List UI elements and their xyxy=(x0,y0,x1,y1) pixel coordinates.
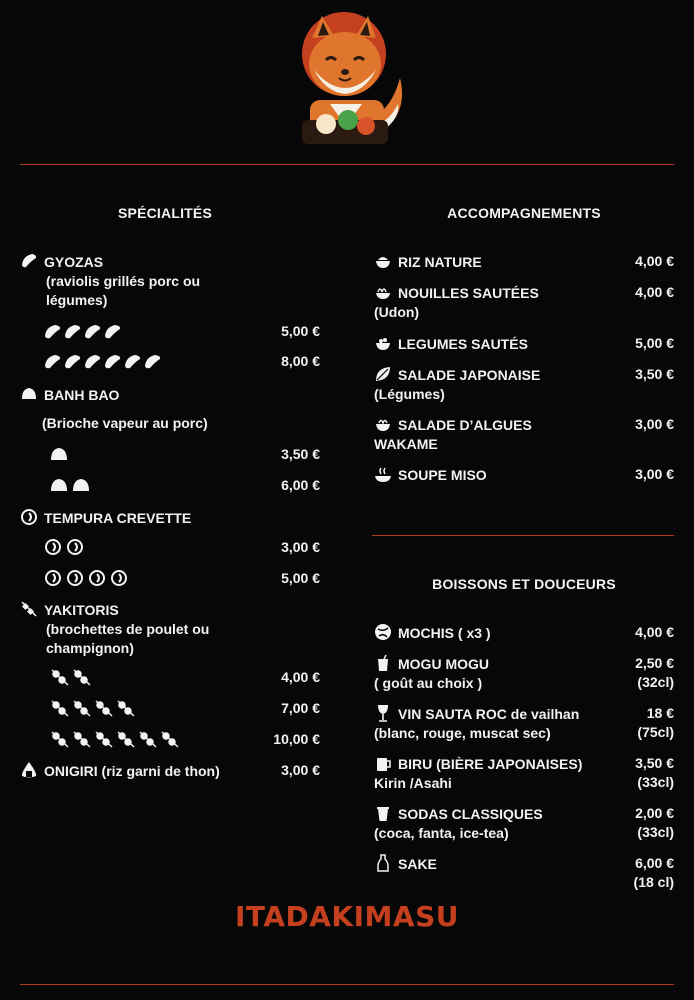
accompagnements-item xyxy=(374,283,674,322)
sake-bottle-icon xyxy=(374,854,392,872)
item-name: SAKE xyxy=(398,856,437,872)
section-title-accompagnements: ACCOMPAGNEMENTS xyxy=(447,205,601,221)
item-volume: (18 cl) xyxy=(633,874,674,890)
item-price: 5,00 € xyxy=(635,335,674,351)
bun-pieces-icon xyxy=(50,445,70,463)
gyozas-option-4 xyxy=(44,322,320,342)
accompagnements-item xyxy=(374,252,674,272)
banhbao-option-2 xyxy=(50,476,320,496)
menu-item-yakitoris xyxy=(20,600,320,658)
boissons-item xyxy=(374,854,674,890)
gyoza-icon xyxy=(20,252,38,270)
yakitoris-name: YAKITORIS xyxy=(44,602,119,618)
item-price: 6,00 € xyxy=(635,855,674,871)
boissons-item xyxy=(374,754,674,793)
item-sub: WAKAME xyxy=(374,436,438,452)
menu-item-banhbao xyxy=(20,385,320,405)
item-name: MOGU MOGU xyxy=(398,656,489,672)
onigiri-icon xyxy=(20,761,38,779)
skewer-pieces-icon xyxy=(50,699,140,717)
tempura-option-2 xyxy=(44,538,320,558)
yakitoris-option-4 xyxy=(50,699,320,719)
yakitoris-price-3: 10,00 € xyxy=(273,731,320,747)
gyoza-pieces-icon xyxy=(44,322,128,340)
item-sub: (blanc, rouge, muscat sec) xyxy=(374,725,551,741)
item-price: 4,00 € xyxy=(635,253,674,269)
specialites-column xyxy=(20,252,320,779)
accompagnements-item xyxy=(374,415,674,454)
mochi-icon xyxy=(374,623,392,641)
item-sub: (Légumes) xyxy=(374,386,445,402)
onigiri-price: 3,00 € xyxy=(281,762,320,778)
gyozas-desc-line2: légumes) xyxy=(46,292,108,308)
yakitoris-option-2 xyxy=(50,668,320,688)
gyoza-pieces-icon xyxy=(44,352,170,370)
tempura-option-4 xyxy=(44,569,320,589)
gyozas-option-6 xyxy=(44,352,320,372)
accompagnements-item xyxy=(374,465,674,485)
item-price: 3,50 € xyxy=(635,755,674,771)
item-price: 3,50 € xyxy=(635,366,674,382)
top-divider xyxy=(20,164,674,165)
yakitoris-price-2: 7,00 € xyxy=(281,700,320,716)
skewer-icon xyxy=(20,600,38,618)
item-price: 4,00 € xyxy=(635,624,674,640)
section-title-boissons: BOISSONS ET DOUCEURS xyxy=(432,576,616,592)
item-volume: (32cl) xyxy=(637,674,674,690)
gyozas-name: GYOZAS xyxy=(44,254,104,270)
item-sub: ( goût au choix ) xyxy=(374,675,483,691)
yakitoris-price-1: 4,00 € xyxy=(281,669,320,685)
boissons-item xyxy=(374,804,674,843)
leaf-icon xyxy=(374,365,392,383)
item-sub: (coca, fanta, ice-tea) xyxy=(374,825,509,841)
bottom-divider xyxy=(20,984,674,985)
item-name: SODAS CLASSIQUES xyxy=(398,806,543,822)
skewer-pieces-icon xyxy=(50,668,96,686)
banhbao-name: BANH BAO xyxy=(44,387,120,403)
wine-glass-icon xyxy=(374,704,392,722)
boissons-item xyxy=(374,704,674,743)
item-name: VIN SAUTA ROC de vailhan xyxy=(398,706,580,722)
tempura-price-1: 3,00 € xyxy=(281,539,320,555)
menu-item-gyozas xyxy=(20,252,320,312)
banhbao-price-2: 6,00 € xyxy=(281,477,320,493)
section-title-specialites: SPÉCIALITÉS xyxy=(118,205,212,221)
banhbao-desc: (Brioche vapeur au porc) xyxy=(42,415,208,431)
bun-icon xyxy=(20,385,38,403)
item-price: 2,50 € xyxy=(635,655,674,671)
shrimp-pieces-icon xyxy=(44,569,132,587)
banhbao-price-1: 3,50 € xyxy=(281,446,320,462)
item-price: 3,00 € xyxy=(635,416,674,432)
noodles-icon xyxy=(374,283,392,301)
item-volume: (33cl) xyxy=(637,824,674,840)
item-name: RIZ NATURE xyxy=(398,254,482,270)
menu-item-tempura xyxy=(20,508,320,528)
soup-icon xyxy=(374,465,392,483)
soda-cup-icon xyxy=(374,804,392,822)
item-name: SOUPE MISO xyxy=(398,467,487,483)
beer-mug-icon xyxy=(374,754,392,772)
item-name: NOUILLES SAUTÉES xyxy=(398,285,539,301)
footer-itadakimasu: ITADAKIMASU xyxy=(235,900,459,933)
item-sub: Kirin /Asahi xyxy=(374,775,452,791)
onigiri-name: ONIGIRI (riz garni de thon) xyxy=(44,763,220,779)
item-price: 3,00 € xyxy=(635,466,674,482)
item-price: 4,00 € xyxy=(635,284,674,300)
gyozas-price-1: 5,00 € xyxy=(281,323,320,339)
vegetables-bowl-icon xyxy=(374,334,392,352)
item-name: MOCHIS ( x3 ) xyxy=(398,625,491,641)
middle-divider xyxy=(372,535,674,536)
tempura-name: TEMPURA CREVETTE xyxy=(44,510,192,526)
fox-logo xyxy=(292,8,412,148)
menu-item-onigiri xyxy=(20,761,320,781)
item-name: SALADE JAPONAISE xyxy=(398,367,541,383)
item-name: BIRU (BIÈRE JAPONAISES) xyxy=(398,756,583,772)
gyozas-desc-line1: (raviolis grillés porc ou xyxy=(46,273,201,289)
item-name: LEGUMES SAUTÉS xyxy=(398,336,528,352)
yakitoris-desc-line2: champignon) xyxy=(46,640,134,656)
accompagnements-item xyxy=(374,334,674,354)
boissons-item xyxy=(374,623,674,643)
boissons-item xyxy=(374,654,674,693)
item-volume: (75cl) xyxy=(637,724,674,740)
item-volume: (33cl) xyxy=(637,774,674,790)
item-price: 18 € xyxy=(646,705,674,721)
bun-pieces-icon xyxy=(50,476,94,494)
gyozas-price-2: 8,00 € xyxy=(281,353,320,369)
seaweed-bowl-icon xyxy=(374,415,392,433)
item-price: 2,00 € xyxy=(635,805,674,821)
yakitoris-option-6 xyxy=(50,730,320,750)
item-sub: (Udon) xyxy=(374,304,420,320)
shrimp-pieces-icon xyxy=(44,538,88,556)
item-name: SALADE D’ALGUES xyxy=(398,417,532,433)
shrimp-icon xyxy=(20,508,38,526)
yakitoris-desc-line1: (brochettes de poulet ou xyxy=(46,621,210,637)
accompagnements-item xyxy=(374,365,674,404)
rice-bowl-icon xyxy=(374,252,392,270)
tempura-price-2: 5,00 € xyxy=(281,570,320,586)
skewer-pieces-icon xyxy=(50,730,184,748)
drink-cup-icon xyxy=(374,654,392,672)
banhbao-option-1 xyxy=(50,445,320,465)
